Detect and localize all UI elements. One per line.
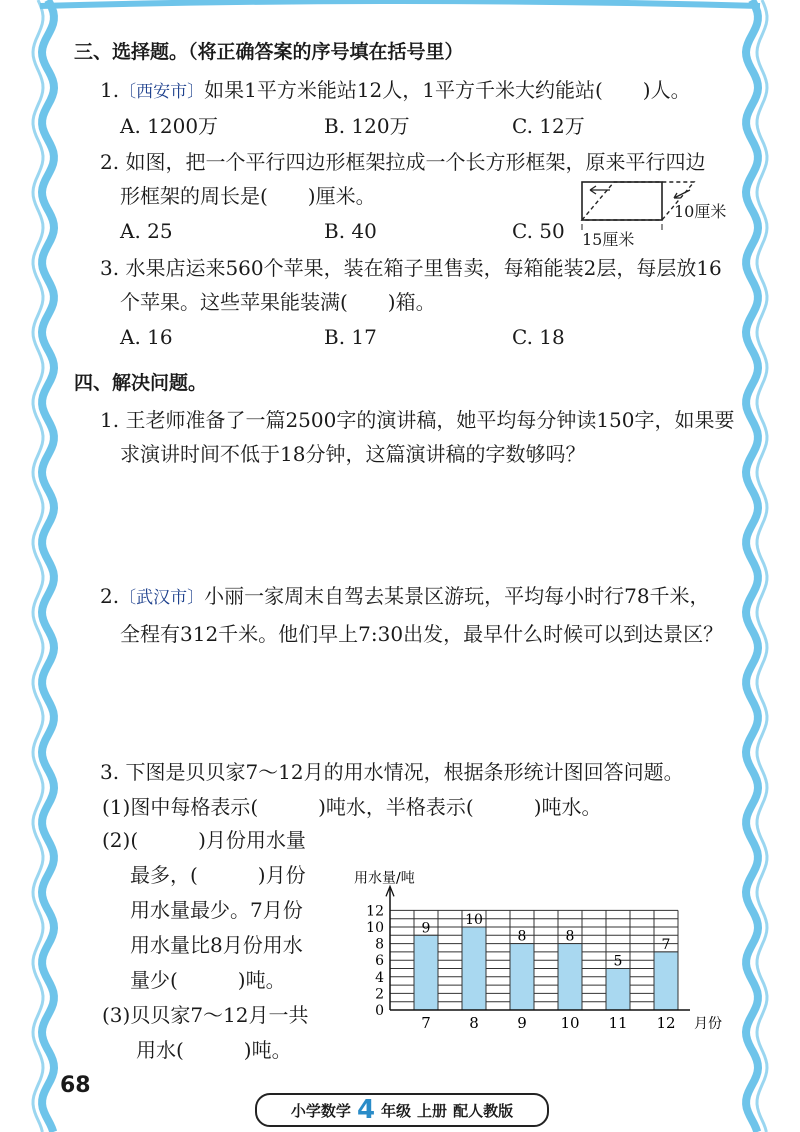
q3-option-a: A. 16 (120, 325, 173, 349)
page-number: 68 (60, 1073, 91, 1098)
problem-3-sub2-line4: 用水量比8月份用水 (130, 933, 303, 957)
footer-grade-suffix: 年级 (381, 1101, 412, 1120)
bar-value-label: 8 (565, 928, 575, 945)
q2-option-a: A. 25 (120, 219, 173, 243)
question-3-line1: 3. 水果店运来560个苹果，装在箱子里售卖，每箱能装2层，每层放16 (100, 256, 722, 280)
bar-value-label: 7 (661, 936, 671, 953)
water-usage-bar-chart (340, 840, 740, 1040)
x-tick-label: 10 (560, 1014, 580, 1032)
problem-1-line1: 1. 王老师准备了一篇2500字的演讲稿，她平均每分钟读150字，如果要 (100, 408, 735, 432)
y-tick-label: 4 (375, 969, 384, 986)
problem-3-sub2-line1: (2)( )月份用水量 (102, 828, 306, 852)
question-3-line2: 个苹果。这些苹果能装满( )箱。 (120, 290, 436, 314)
footer-edition: 配人教版 (453, 1101, 514, 1120)
q3-option-b: B. 17 (324, 325, 377, 349)
section4-title: 四、解决问题。 (74, 372, 208, 394)
city-tag-xian: 〔西安市〕 (119, 82, 205, 102)
bar-value-label: 10 (465, 912, 483, 928)
bar-month-9 (510, 944, 534, 1010)
q1-option-c: C. 12万 (512, 114, 585, 138)
section3-title: 三、选择题。（将正确答案的序号填在括号里） (74, 41, 464, 63)
q3-option-c: C. 18 (512, 325, 565, 349)
question-1-text: 如果1平方米能站12人，1平方千米大约能站( )人。 (204, 78, 691, 102)
q2-option-c: C. 50 (512, 219, 565, 243)
problem-3-sub3-line2: 用水( )吨。 (136, 1038, 292, 1062)
y-tick-label: 10 (366, 920, 384, 936)
question-2-line1: 2. 如图，把一个平行四边形框架拉成一个长方形框架，原来平行四边 (100, 150, 706, 174)
problem-3-sub2-line5: 量少( )吨。 (130, 968, 286, 992)
x-tick-label: 9 (517, 1014, 527, 1032)
question-2-line2: 形框架的周长是( )厘米。 (120, 184, 376, 208)
problem-3-sub3-line1: (3)贝贝家7～12月一共 (102, 1003, 309, 1027)
bar-value-label: 8 (517, 928, 527, 945)
bar-value-label: 5 (613, 953, 623, 970)
bar-month-10 (558, 944, 582, 1010)
q1-option-a: A. 1200万 (120, 114, 219, 138)
problem-3-sub1: (1)图中每格表示( )吨水，半格表示( )吨水。 (102, 795, 602, 819)
problem-2-line1 (100, 582, 710, 612)
problem-3-intro: 3. 下图是贝贝家7～12月的用水情况，根据条形统计图回答问题。 (100, 760, 684, 784)
problem-2-line2: 全程有312千米。他们早上7:30出发，最早什么时候可以到达景区？ (120, 622, 724, 646)
bar-month-7 (414, 935, 438, 1010)
footer-book-label (255, 1093, 549, 1127)
problem-1-line2: 求演讲时间不低于18分钟，这篇演讲稿的字数够吗？ (120, 442, 586, 466)
x-tick-label: 7 (421, 1014, 431, 1032)
q1-option-b: B. 120万 (324, 114, 410, 138)
problem-2-number: 2. (100, 584, 120, 608)
y-tick-label: 0 (375, 1003, 384, 1019)
y-tick-label: 12 (366, 903, 384, 920)
x-tick-label: 8 (469, 1014, 479, 1032)
x-tick-label: 11 (608, 1014, 628, 1032)
problem-2-text: 小丽一家周末自驾去某景区游玩，平均每小时行78千米， (204, 584, 710, 608)
question-1-number: 1. (100, 78, 120, 102)
y-tick-label: 2 (375, 986, 384, 1003)
footer-volume: 上册 (417, 1101, 448, 1120)
x-tick-label: 12 (656, 1014, 676, 1032)
bar-month-11 (606, 969, 630, 1011)
footer-subject: 小学数学 (290, 1101, 351, 1120)
left-arrow-icon (590, 186, 610, 194)
question-1 (100, 76, 691, 106)
y-tick-label: 8 (375, 936, 384, 953)
q2-option-b: B. 40 (324, 219, 377, 243)
bar-month-8 (462, 927, 486, 1010)
city-tag-wuhan: 〔武汉市〕 (119, 588, 205, 608)
figure-label-side: 10厘米 (674, 202, 727, 221)
problem-3-sub2-line3: 用水量最少。7月份 (130, 898, 303, 922)
figure-label-bottom: 15厘米 (582, 230, 635, 249)
x-axis-title: 月份 (694, 1016, 722, 1032)
problem-3-sub2-line2: 最多，( )月份 (130, 863, 306, 887)
y-axis-title: 用水量/吨 (354, 870, 415, 887)
bar-month-12 (654, 952, 678, 1010)
y-tick-label: 6 (375, 953, 384, 970)
footer-grade-number: 4 (356, 1095, 376, 1125)
bar-value-label: 9 (421, 920, 431, 937)
